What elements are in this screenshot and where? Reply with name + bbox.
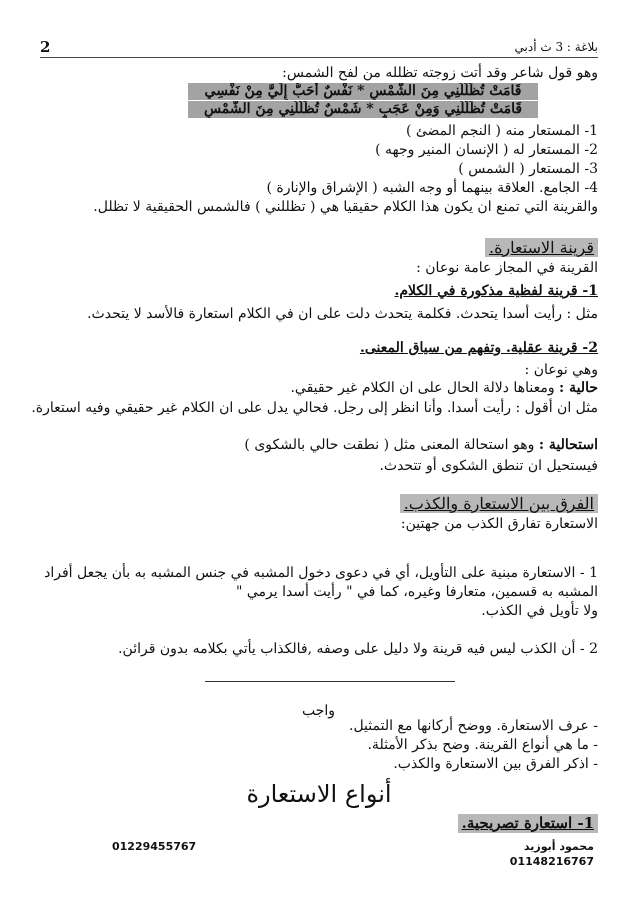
page-number: 2 xyxy=(40,38,51,56)
qarina-type2-title: 2- قرينة عقلية. وتفهم من سياق المعنى. xyxy=(359,340,598,356)
analysis-line-1: 1- المستعار منه ( النجم المضئ ) xyxy=(405,123,598,139)
istihala-term: استحالية : xyxy=(538,437,598,453)
footer-phone-left: 01229455767 xyxy=(112,840,197,853)
qarina-type2-kinds: وهي نوعان : xyxy=(524,362,598,378)
qarina-type1-example: مثل : رأيت أسدا يتحدث. فكلمة يتحدث دلت على ان في الكلام استعارة فالأسد لا يتحدث. xyxy=(87,306,598,322)
halia-term: حالية : xyxy=(559,380,598,396)
verse-line-2: قَامَتْ تُظَلِّلُنِي وَمِنْ عَجَبٍ * شَمْسٌ تُظَلِّلُنِي مِنَ الشَّمْسِ xyxy=(188,101,538,118)
section-title-qarina: قرينة الاستعارة. xyxy=(485,238,598,257)
footer-phone-right: 01148216767 xyxy=(509,855,594,868)
types-of-metaphor-title: أنواع الاستعارة xyxy=(246,780,392,808)
istihala-line xyxy=(244,437,598,453)
homework-item-2: - ما هي أنواع القرينة. وضح بذكر الأمثلة. xyxy=(367,737,598,753)
verse-line-1: قَامَتْ تُظَلِّلُنِي مِنَ الشَّمْسِ * نَفْسٌ أَحَبُّ إِلَيَّ مِنْ نَفْسِي xyxy=(188,83,538,100)
header-divider xyxy=(40,57,598,58)
difference-point1-line2: المشبه به قسمين، متعارفا وغيره، كما في " رأيت أسدا يرمي " xyxy=(235,584,598,600)
footer-author-name: محمود أبوزيد xyxy=(523,840,594,853)
explicit-metaphor-title: 1- استعارة تصريحية. xyxy=(458,814,598,833)
qarina-intro: القرينة في المجاز عامة نوعان : xyxy=(416,260,598,276)
intro-text: وهو قول شاعر وقد أتت زوجته تظلله من لفح الشمس: xyxy=(282,65,598,81)
analysis-line-2: 2- المستعار له ( الإنسان المنير وجهه ) xyxy=(375,142,598,158)
halia-line xyxy=(290,380,598,396)
section-title-difference: الفرق بين الاستعارة والكذب. xyxy=(400,494,598,513)
halia-example: مثل ان أقول : رأيت أسدا. وأنا انظر إلى رجل. فحالي يدل على ان الكلام غير حقيقي وفيه استعارة. xyxy=(31,400,598,416)
difference-point1-line1: 1 - الاستعارة مبنية على التأويل، أي في دعوى دخول المشبه في جنس المشبه به بأن يجعل أفراد xyxy=(44,565,598,581)
homework-item-1: - عرف الاستعارة. ووضح أركانها مع التمثيل. xyxy=(349,718,598,734)
header-label: بلاغة : 3 ث أدبي xyxy=(514,40,598,54)
homework-title: واجب xyxy=(301,703,335,719)
istihala-example: فيستحيل ان تنطق الشكوى أو تتحدث. xyxy=(379,458,598,474)
analysis-line-3: 3- المستعار ( الشمس ) xyxy=(458,161,598,177)
analysis-line-5: والقرينة التي تمنع ان يكون هذا الكلام حقيقيا هي ( تظللني ) فالشمس الحقيقية لا تظلل. xyxy=(93,199,598,215)
difference-point1-line3: ولا تأويل في الكذب. xyxy=(481,603,598,619)
difference-point2: 2 - أن الكذب ليس فيه قرينة ولا دليل على وصفه ,فالكذاب يأتي بكلامه بدون قرائن. xyxy=(118,641,598,657)
halia-text: ومعناها دلالة الحال على ان الكلام غير حقيقي. xyxy=(290,380,560,396)
difference-intro: الاستعارة تفارق الكذب من جهتين: xyxy=(400,516,598,532)
qarina-type1-title: 1- قرينة لفظية مذكورة في الكلام. xyxy=(394,283,598,299)
homework-item-3: - اذكر الفرق بين الاستعارة والكذب. xyxy=(393,756,598,772)
analysis-line-4: 4- الجامع. العلاقة بينهما أو وجه الشبه ( الإشراق والإنارة ) xyxy=(266,180,598,196)
istihala-text: وهو استحالة المعنى مثل ( نطقت حالي بالشكوى ) xyxy=(244,437,539,453)
section-divider xyxy=(205,681,455,682)
